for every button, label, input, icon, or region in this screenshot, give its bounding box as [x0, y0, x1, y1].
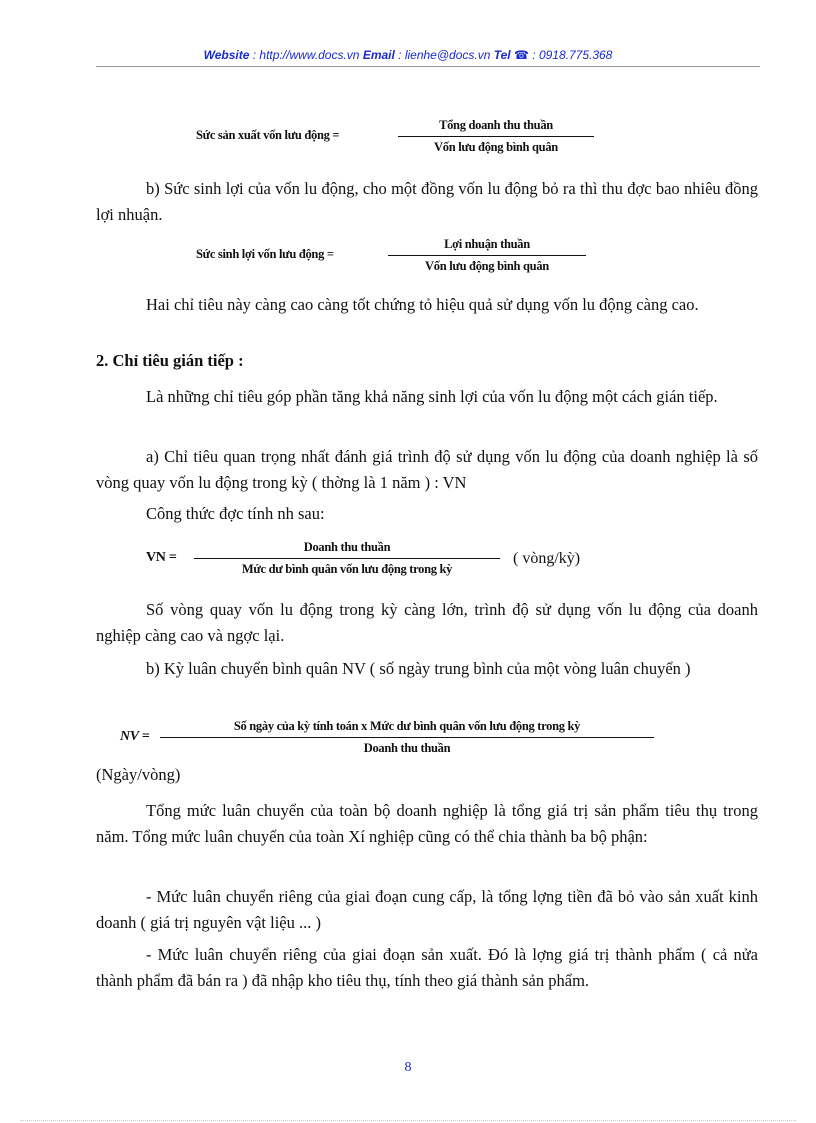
- email-label: Email: [362, 48, 395, 62]
- paragraph-b-suc-sinh-loi: b) Sức sinh lợi của vốn lu động, cho một đồng vốn lu động bỏ ra thì thu đợc bao nhiêu đồng lợi nhuận.: [96, 179, 758, 224]
- email-address[interactable]: : lienhe@docs.vn: [394, 48, 494, 62]
- paragraph-hai-chi-tieu: Hai chỉ tiêu này càng cao càng tốt chứng tỏ hiệu quả sử dụng vốn lu động càng cao.: [146, 295, 699, 314]
- paragraph-gian-tiep: Là những chỉ tiêu góp phần tăng khả năng sinh lợi của vốn lu động một cách gián tiếp.: [146, 387, 718, 406]
- page-number: 8: [404, 1060, 412, 1075]
- unit-ngay-vong: (Ngày/vòng): [96, 765, 181, 784]
- phone-icon: ☎: [513, 48, 529, 62]
- paragraph-muc-san-xuat: - Mức luân chuyển riêng của giai đoạn sản xuất. Đó là lợng giá trị thành phẩm ( cả nửa thành phẩm đã bán ra ) đã nhập kho tiêu thụ, tính theo giá thành sản phẩm.: [96, 945, 758, 990]
- formula-unit: ( vòng/kỳ): [513, 550, 581, 567]
- tel-number: : 0918.775.368: [528, 48, 613, 62]
- bottom-divider: [20, 1120, 796, 1121]
- formula-numerator: Tổng doanh thu thuần: [439, 118, 553, 132]
- formula-label: Sức sản xuất vốn lưu động =: [196, 128, 340, 142]
- formula-numerator: Lợi nhuận thuần: [444, 237, 530, 251]
- page-header: [0, 48, 816, 62]
- formula-denominator: Mức dư bình quân vốn lưu động trong kỳ: [241, 562, 453, 576]
- formula-numerator: Doanh thu thuần: [303, 540, 391, 554]
- fraction-bar: [398, 136, 594, 137]
- paragraph-a-so-vong-quay: a) Chỉ tiêu quan trọng nhất đánh giá trình độ sử dụng vốn lu động của doanh nghiệp là số vòng quay vốn lu động trong kỳ ( thờng là 1 năm ) : VN: [96, 447, 758, 492]
- formula-denominator: Vốn lưu động bình quân: [425, 259, 549, 273]
- paragraph-b-ky-luan-chuyen: b) Kỳ luân chuyển bình quân NV ( số ngày trung bình của một vòng luân chuyển ): [146, 659, 691, 678]
- section-heading: 2. Chỉ tiêu gián tiếp :: [96, 351, 244, 370]
- formula-label: Sức sinh lợi vốn lưu động =: [196, 247, 334, 261]
- tel-label: Tel: [493, 48, 511, 62]
- paragraph-muc-cung-cap: - Mức luân chuyển riêng của giai đoạn cung cấp, là tổng lợng tiền đã bỏ vào sản xuất kinh doanh ( giá trị nguyên vật liệu ... ): [96, 887, 758, 932]
- header-divider: [96, 66, 760, 67]
- formula-label: VN =: [146, 550, 177, 565]
- formula-numerator: Số ngày của kỳ tính toán x Mức dư bình quân vốn lưu động trong kỳ: [233, 719, 581, 733]
- formula-denominator: Vốn lưu động bình quân: [434, 140, 558, 154]
- paragraph-tong-muc: Tổng mức luân chuyển của toàn bộ doanh nghiệp là tổng giá trị sản phẩm tiêu thụ trong năm. Tổng mức luân chuyển của toàn Xí nghiệp cũng có thể chia thành ba bộ phận:: [96, 801, 758, 846]
- paragraph-cong-thuc: Công thức đợc tính nh sau:: [146, 504, 325, 523]
- formula-denominator: Doanh thu thuần: [363, 741, 451, 755]
- paragraph-so-vong-lon: Số vòng quay vốn lu động trong kỳ càng lớn, trình độ sử dụng vốn lu động của doanh nghiệp càng cao và ngợc lại.: [96, 600, 758, 645]
- website-url[interactable]: : http://www.docs.vn: [249, 48, 363, 62]
- fraction-bar: [160, 737, 654, 738]
- fraction-bar: [194, 558, 500, 559]
- website-label: Website: [203, 48, 250, 62]
- fraction-bar: [388, 255, 586, 256]
- formula-label: NV =: [120, 729, 150, 744]
